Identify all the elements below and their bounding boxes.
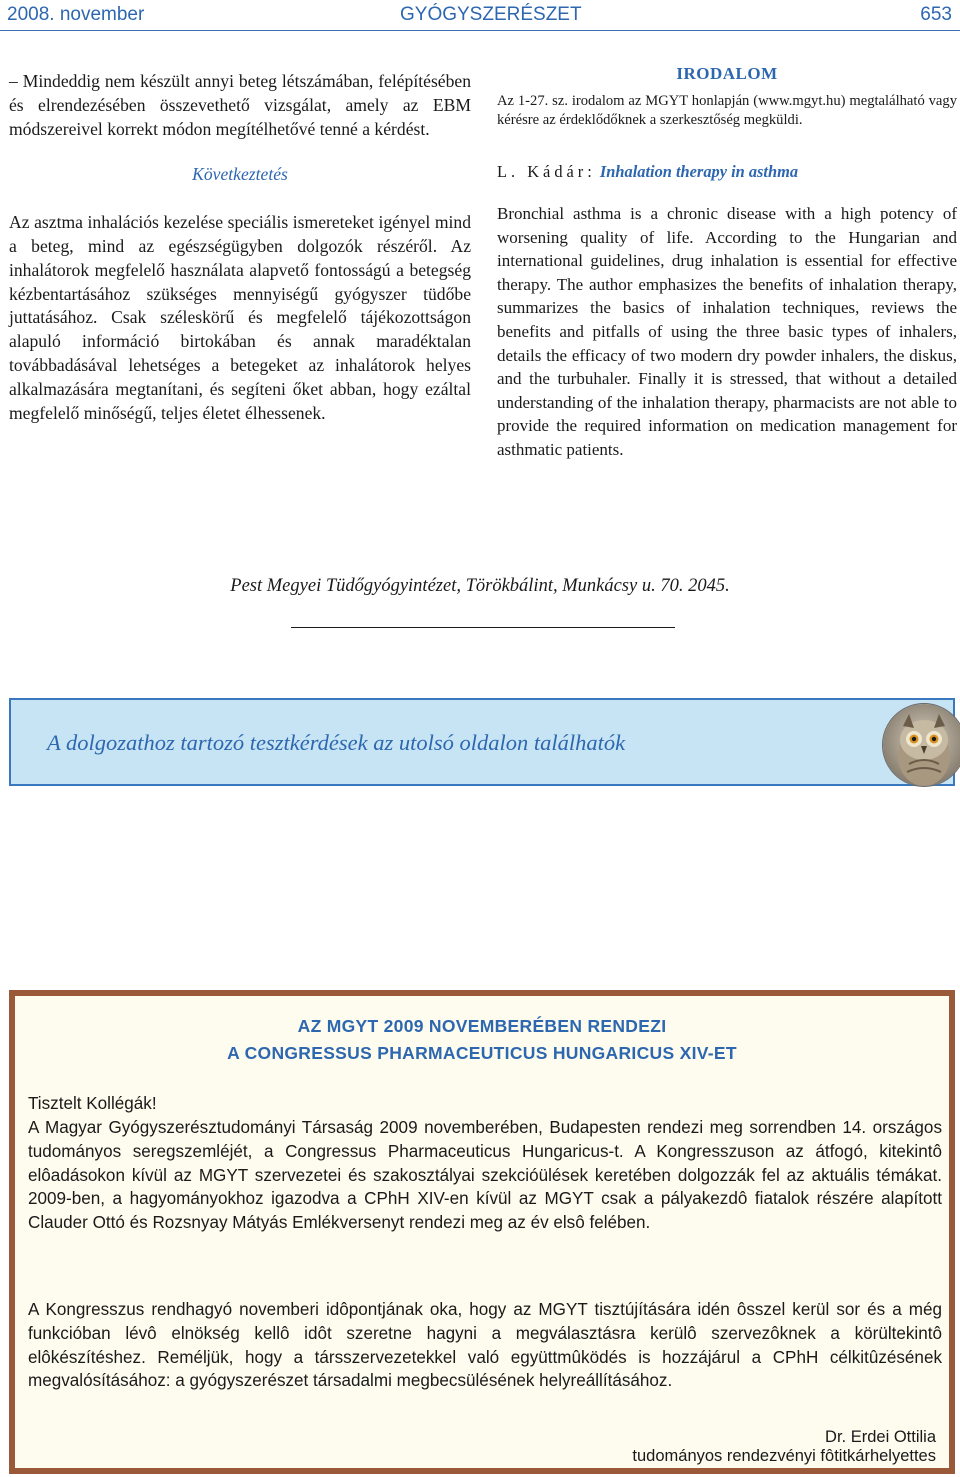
announcement-paragraph-2 bbox=[28, 1298, 942, 1393]
english-summary-heading bbox=[497, 162, 957, 182]
signature-role: tudományos rendezvényi fôtitkárhelyettes bbox=[632, 1447, 936, 1465]
announcement-paragraph-1 bbox=[28, 1116, 942, 1235]
banner-text: A dolgozathoz tartozó tesztkérdések az utolsó oldalon találhatók bbox=[47, 730, 626, 755]
announcement-title-line1: AZ MGYT 2009 NOVEMBERÉBEN RENDEZI bbox=[297, 1016, 667, 1036]
section-heading-kovetkeztetes: Következtetés bbox=[192, 164, 288, 185]
announcement-paragraph-1-text: A Magyar Gyógyszerésztudományi Társaság 2009 novemberében, Budapesten rendezi meg sorrendben 14. országos tudományos seregszemléjét, a Congressus Pharmaceuticus Hungaricus-t. A Kongresszuson az átfogó, kitekintô elôadásokon kívül az MGYT szervezetei és szakosztályai szekcióülések keretében dolgozzák fel az aktuális témákat. 2009-ben, a hagyományokhoz igazodva a CPhH XIV-en kívül az MGYT csak a pályakezdô fiatalok részére alapított Clauder Ottó és Rozsnyay Mátyás Emlékversenyt rendezi meg az év elsô felében. bbox=[28, 1118, 942, 1233]
congress-announcement-box bbox=[9, 990, 955, 1474]
conclusion-body: Az asztma inhalációs kezelése speciális ismereteket igényel mind a beteg, mind az egészségügyben dolgozók részéről. Az inhalátorok megfelelő használata alapvető fontosságú a betegség kézbentartásához szükséges mennyiségű gyógyszer tüdőbe juttatásához. Csak széleskörű és megfelelő tájékozottságon alapuló információ birtokában és annak maradéktalan továbbadásával lehetséges a betegeket az inhalátorok helyes alkalmazására megtanítani, és segíteni őket abban, hogy ezáltal megfelelő minőségű, teljes életet élhessenek. bbox=[9, 212, 471, 423]
header-journal-title: GYÓGYSZERÉSZET bbox=[400, 4, 582, 25]
right-column bbox=[497, 64, 957, 462]
test-questions-banner bbox=[9, 698, 955, 786]
header-page-number: 653 bbox=[920, 4, 952, 25]
english-abstract: Bronchial asthma is a chronic disease with a high potency of worsening quality of life. According to the Hungarian and international guidelines, drug inhalation is essential for effective therapy. The author emphasizes the benefits of inhalation therapy, summarizes the basics of inhalation techniques, reviews the benefits and pitfalls of using the three basic types of inhalers, details the efficacy of two modern dry powder inhalers, the diskus, and the turbuhaler. Finally it is stressed, that without a detailed understanding of the inhalation therapy, pharmacists are not able to provide the required information on medication management for asthmatic patients. bbox=[497, 204, 957, 459]
owl-icon bbox=[882, 703, 960, 787]
references-note: Az 1-27. sz. irodalom az MGYT honlapján (www.mgyt.hu) megtalálható vagy kérésre az érdeklődőknek a szerkesztőség megküldi. bbox=[497, 93, 957, 128]
left-column bbox=[9, 70, 471, 425]
dash-paragraph: – Mindeddig nem készült annyi beteg létszámában, felépítésében és elrendezésében összevethető vizsgálat, amely az EBM módszereivel korrekt módon megítélhetővé tenné a kérdést. bbox=[9, 71, 471, 139]
announcement-paragraph-2-text: A Kongresszus rendhagyó novemberi idôpontjának oka, hogy az MGYT tisztújítására idén ôsszel kerül sor és a még funkcióban lévô elnökség kellô idôt szeretne hagyni a megválasztásra kerülô szervezôknek a körültekintô elôkészítéshez. Reméljük, hogy a társszervezetekkel való együttmûködés is hozzájárul a CPhH célkitûzésének megvalósításához: a gyógyszerészet társadalmi megbecsülésének helyreállításához. bbox=[28, 1300, 942, 1391]
announcement-greeting: Tisztelt Kollégák! bbox=[28, 1094, 157, 1113]
summary-title: Inhalation therapy in asthma bbox=[599, 162, 799, 181]
references-heading: IRODALOM bbox=[676, 64, 778, 83]
header-date: 2008. november bbox=[7, 4, 145, 25]
announcement-title-line2: A CONGRESSUS PHARMACEUTICUS HUNGARICUS XIV-ET bbox=[227, 1043, 737, 1063]
summary-author: L. Kádár: bbox=[497, 162, 596, 181]
author-affiliation: Pest Megyei Tüdőgyógyintézet, Törökbálint, Munkácsy u. 70. 2045. bbox=[230, 576, 730, 596]
signature-name: Dr. Erdei Ottilia bbox=[825, 1428, 936, 1446]
page-header bbox=[0, 0, 960, 31]
separator-rule bbox=[291, 627, 675, 628]
